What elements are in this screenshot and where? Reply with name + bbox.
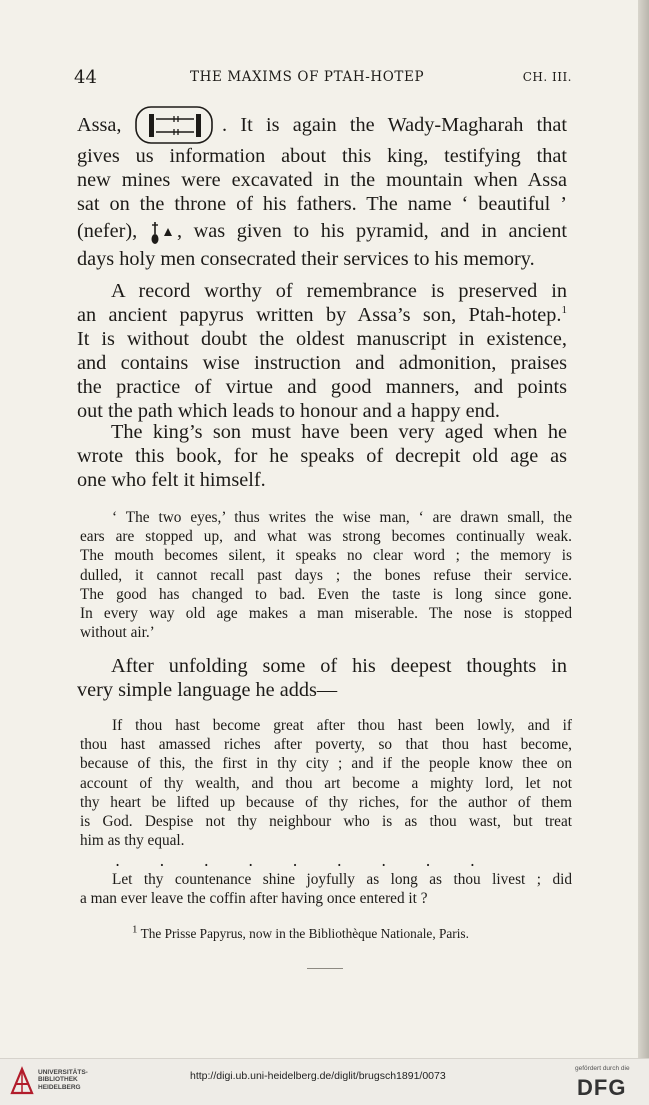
quote-line: ‘ The two eyes,’ thus writes the wise man, ‘ are drawn small, the <box>112 509 572 526</box>
text-line: and contains wise instruction and admonition, praises <box>77 351 567 374</box>
page-edge-shadow <box>638 0 649 1058</box>
ellipsis-dot: . <box>115 851 121 870</box>
footnote-mark: 1 <box>132 923 138 936</box>
quote-line: The good has changed to bad. Even the taste is long since gone. <box>80 585 572 603</box>
viewer-footer-bar <box>0 1058 649 1105</box>
sponsor-text: gefördert durch die <box>575 1065 630 1072</box>
ellipsis-dot: . <box>381 851 387 870</box>
library-name <box>38 1069 88 1091</box>
text-line: , was given to his pyramid, and in ancient <box>177 219 567 242</box>
ellipsis-dot: . <box>159 851 165 870</box>
nefer-hieroglyph-icon <box>149 220 179 246</box>
ellipsis-dot: . <box>292 851 298 870</box>
text-line: It is without doubt the oldest manuscript in existence, <box>77 327 567 350</box>
footnote-text: The Prisse Papyrus, now in the Bibliothèque Nationale, Paris. <box>137 926 469 941</box>
permalink-url[interactable]: http://digi.ub.uni-heidelberg.de/diglit/brugsch1891/0073 <box>190 1070 446 1082</box>
paragraph-3 <box>77 421 567 493</box>
quote-line: If thou hast become great after thou hast been lowly, and if <box>112 717 572 734</box>
quote-block-2 <box>80 716 572 850</box>
quote-line: account of thy wealth, and thou art become a mighty lord, let not <box>80 774 572 792</box>
library-logo-icon[interactable] <box>9 1066 35 1096</box>
quote-block-3 <box>80 870 572 908</box>
ellipsis-dot: . <box>425 851 431 870</box>
ellipsis-dot: . <box>248 851 254 870</box>
library-name-line: UNIVERSITÄTS- <box>38 1069 88 1076</box>
running-title: THE MAXIMS OF PTAH-HOTEP <box>190 69 425 85</box>
ellipsis-dot: . <box>469 851 475 870</box>
quote-line: without air.’ <box>80 624 155 642</box>
quote-line: thy heart be lifted up because of thy riches, for the author of them <box>80 793 572 811</box>
dfg-logo[interactable]: DFG <box>577 1075 627 1100</box>
text-line: wrote this book, for he speaks of decrepit old age as <box>77 444 567 467</box>
paragraph-4 <box>77 655 567 703</box>
quote-line: a man ever leave the coffin after having once entered it ? <box>80 890 428 908</box>
quote-line: him as thy equal. <box>80 832 185 850</box>
quote-line: The mouth becomes silent, it speaks no clear word ; the memory is <box>80 547 572 565</box>
text-line: Assa, <box>77 114 122 136</box>
text-line: After unfolding some of his deepest thoughts in <box>111 655 567 677</box>
quote-line: In every way old age makes a man miserable. The nose is stopped <box>80 605 572 623</box>
text-line: The king’s son must have been very aged when he <box>111 421 567 443</box>
text-line: new mines were excavated in the mountain when Assa <box>77 168 567 191</box>
text-line: gives us information about this king, testifying that <box>77 144 567 167</box>
text-line: very simple language he adds— <box>77 678 338 701</box>
ellipsis-dot: . <box>203 851 209 870</box>
library-name-line: BIBLIOTHEK <box>38 1076 78 1084</box>
text-line: out the path which leads to honour and a happy end. <box>77 399 500 422</box>
quote-block-1 <box>80 508 572 642</box>
ellipsis-dot: . <box>336 851 342 870</box>
ellipsis-row <box>115 851 475 870</box>
footnote <box>132 923 469 942</box>
page-number: 44 <box>74 67 97 88</box>
paragraph-1 <box>77 114 567 272</box>
text-line: (nefer), <box>77 219 138 242</box>
library-name-line: HEIDELBERG <box>38 1083 81 1091</box>
text-line: A record worthy of remembrance is preserved in <box>111 280 567 302</box>
paragraph-2 <box>77 280 567 423</box>
quote-line: because of this, the first in thy city ; and if the people know thee on <box>80 755 572 773</box>
text-line: . It is again the Wady-Magharah that <box>222 114 567 136</box>
quote-line: Let thy countenance shine joyfully as long as thou livest ; did <box>112 871 572 888</box>
text-line <box>77 304 567 328</box>
quote-line: is God. Despise not thy neighbour who is as thou wast, but treat <box>80 813 572 831</box>
text-line: sat on the throne of his fathers. The name ‘ beautiful ’ <box>77 192 567 215</box>
quote-line: dulled, it cannot recall past days ; the bones refuse their service. <box>80 566 572 584</box>
text-line: days holy men consecrated their services to his memory. <box>77 247 535 270</box>
footnote-ref[interactable]: 1 <box>561 304 567 317</box>
text-line: the practice of virtue and good manners, and points <box>77 375 567 398</box>
bottom-rule <box>307 968 343 969</box>
text-line-content: an ancient papyrus written by Assa’s son, Ptah-hotep. <box>77 303 562 326</box>
chapter-label: CH. III. <box>522 70 572 84</box>
quote-line: thou hast amassed riches after poverty, so that thou hast become, <box>80 736 572 754</box>
text-line: one who felt it himself. <box>77 468 266 491</box>
quote-line: ears are stopped up, and what was strong becomes continually weak. <box>80 528 572 546</box>
running-header <box>74 67 572 89</box>
